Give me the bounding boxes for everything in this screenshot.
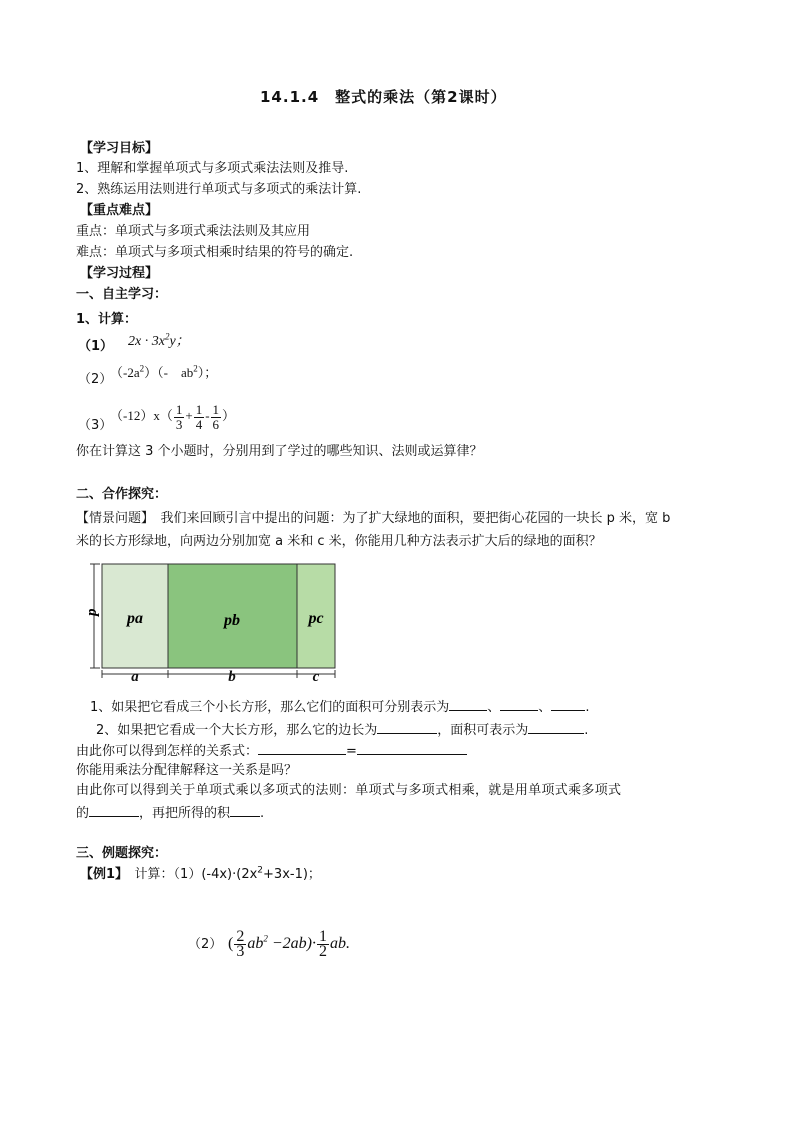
answer-blank[interactable] (89, 803, 139, 817)
rule-line-2: 的 ，再把所得的积 . (76, 803, 264, 823)
key-point: 难点：单项式与多项式相乘时结果的符号的确定. (76, 245, 354, 260)
bottom-label-c: c (312, 669, 320, 684)
problem1-label: （1） (78, 339, 114, 354)
answer-blank[interactable] (258, 741, 346, 755)
answer-blank[interactable] (357, 741, 467, 755)
scenario-line: 【情景问题】 我们来回顾引言中提出的问题：为了扩大绿地的面积，要把街心花园的一块长 p 米，宽 b (76, 511, 671, 526)
example2-expression: ( $\frac{2}{3}$ $ab^2 -2ab)\cdot$ $\frac{1}{2}$ ab. (228, 927, 350, 960)
problem2-label: （2） (78, 372, 113, 387)
rule-line: 由此你可以得到关于单项式乘以多项式的法则：单项式与多项式相乘，就是用单项式乘多项式 (76, 783, 622, 798)
bottom-label-a: a (131, 669, 139, 684)
key-header: 【重点难点】 (80, 203, 159, 218)
problem3-label: （3） (78, 418, 113, 433)
distributive-question: 你能用乘法分配律解释这一关系是吗？ (76, 763, 298, 778)
calc-header: 1、计算： (76, 312, 138, 327)
goal-item: 1、理解和掌握单项式与多项式乘法法则及推导. (76, 161, 349, 176)
part2-header: 二、合作探究： (76, 487, 168, 502)
region-label-pa: pa (127, 610, 143, 627)
process-header: 【学习过程】 (80, 266, 159, 281)
answer-blank[interactable] (500, 697, 538, 711)
answer-blank[interactable] (377, 720, 437, 734)
goals-header: 【学习目标】 (80, 141, 159, 156)
bottom-label-b: b (228, 669, 236, 684)
problem3-expression: （-12）x（ $\frac{1}{3}$ + $\frac{1}{4}$ - $\frac{1}{6}$ ） (110, 401, 236, 432)
part1-header: 一、自主学习： (76, 287, 168, 302)
answer-blank[interactable] (449, 697, 487, 711)
key-point: 重点：单项式与多项式乘法法则及其应用 (76, 224, 311, 239)
problem1-expression: $2x \cdot 3x^2y$； (128, 331, 190, 349)
region-label-pb: pb (224, 612, 240, 629)
problem2-expression: $(-2a^2)(-$ $ab^2$）； (110, 363, 218, 380)
question-after: 你在计算这 3 个小题时，分别用到了学过的哪些知识、法则或运算律？ (76, 444, 483, 459)
example-1: 【例1】 计算：$(1)(-4x)\cdot(2x^2+3x-1)$； (80, 865, 321, 882)
scenario-line: 米的长方形绿地，向两边分别加宽 a 米和 c 米，你能用几种方法表示扩大后的绿地的面积？ (76, 534, 602, 549)
goal-item: 2、熟练运用法则进行单项式与多项式的乘法计算. (76, 182, 362, 197)
answer-blank[interactable] (528, 720, 584, 734)
relation-line: 由此你可以得到怎样的关系式： = (76, 741, 467, 761)
answer-blank[interactable] (230, 803, 260, 817)
area-diagram (80, 560, 350, 684)
label-p: p (84, 608, 100, 616)
question-1: 1、如果把它看成三个小长方形，那么它们的面积可分别表示为 、 、 . (90, 697, 589, 717)
part3-header: 三、例题探究： (76, 846, 168, 861)
page-title: 14.1.4 整式的乘法（第2课时） (260, 88, 507, 106)
question-2: 2、如果把它看成一个大长方形，那么它的边长为 ，面积可表示为 . (96, 720, 588, 740)
answer-blank[interactable] (551, 697, 585, 711)
example-label: 【例1】 (80, 867, 122, 882)
region-label-pc: pc (308, 610, 324, 627)
example2-label: （2） (188, 937, 223, 952)
scenario-label: 【情景问题】 (76, 511, 148, 526)
